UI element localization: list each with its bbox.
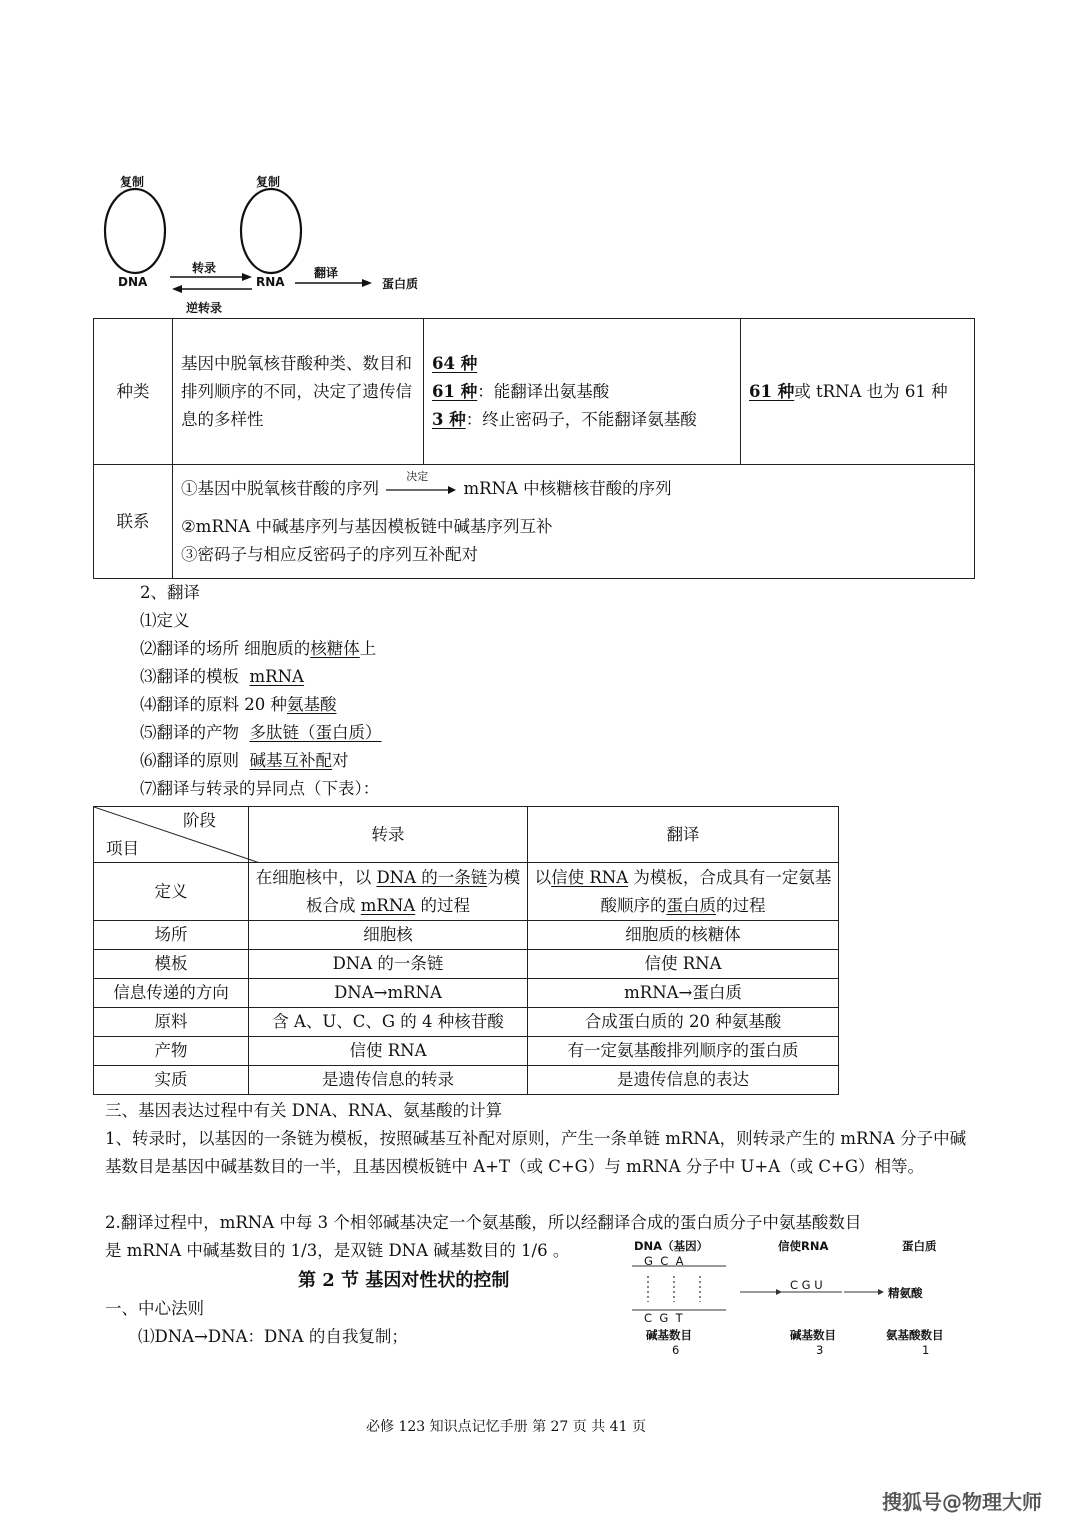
- replication-label-right: 复制: [256, 175, 281, 189]
- definition-line: ⑴定义: [140, 611, 190, 630]
- row-translation: mRNA→蛋白质: [528, 979, 839, 1008]
- transcription-label: 转录: [192, 261, 217, 275]
- principle-label: ⑹翻译的原则: [140, 751, 250, 770]
- def-tr-text: 在细胞核中，以: [255, 867, 377, 887]
- anticodon-61: 61 种: [749, 381, 795, 401]
- def-tr-text: 的过程: [415, 895, 470, 915]
- def-transcription: [249, 863, 528, 921]
- row-translation: 有一定氨基酸排列顺序的蛋白质: [528, 1037, 839, 1066]
- link-item-3: ③密码子与相应反密码子的序列互补配对: [181, 544, 478, 564]
- material-value: 氨基酸: [287, 695, 337, 714]
- product-label: ⑸翻译的产物: [140, 723, 250, 742]
- def-tr-text: 为模板合成: [306, 867, 521, 915]
- def-tr-underline: mRNA: [360, 895, 416, 915]
- comparison-table: [93, 806, 839, 1095]
- link-cell: [173, 465, 975, 579]
- material-label: ⑷翻译的原料 20 种: [140, 695, 287, 714]
- row-transcription: 是遗传信息的转录: [249, 1066, 528, 1095]
- header-transcription: 转录: [249, 807, 528, 863]
- central-dogma-heading: 一、中心法则: [105, 1299, 204, 1318]
- link-item-2: ②mRNA 中碱基序列与基因模板链中碱基序列互补: [181, 516, 553, 536]
- protein-label: 蛋白质: [382, 277, 419, 291]
- table-row: [94, 979, 839, 1008]
- row-item: 场所: [94, 921, 249, 950]
- row-transcription: DNA→mRNA: [249, 979, 528, 1008]
- template-line: [140, 663, 304, 691]
- dna-bottom-strand: C G T: [644, 1311, 683, 1325]
- header-stage: 阶段: [183, 811, 216, 830]
- row-translation: 信使 RNA: [528, 950, 839, 979]
- anticodon-text: 或 tRNA 也为 61 种: [794, 381, 948, 401]
- section-2-title: 第 2 节 基因对性状的控制: [298, 1270, 510, 1291]
- table-row: [94, 921, 839, 950]
- row-translation: 合成蛋白质的 20 种氨基酸: [528, 1008, 839, 1037]
- table-row: [94, 465, 975, 579]
- row-item: 原料: [94, 1008, 249, 1037]
- row-translation: 细胞质的核糖体: [528, 921, 839, 950]
- replication-label-left: 复制: [120, 175, 145, 189]
- def-tr-underline: DNA 的一条链: [376, 867, 488, 887]
- codon-61-text: ：能翻译出氨基酸: [477, 381, 610, 401]
- central-dogma-item-1: ⑴DNA→DNA：DNA 的自我复制；: [138, 1327, 408, 1346]
- template-value: mRNA: [249, 667, 304, 686]
- link-item-1b: mRNA 中核糖核苷酸的序列: [463, 478, 672, 498]
- gene-diversity-cell: 基因中脱氧核苷酸种类、数目和排列顺序的不同，决定了遗传信息的多样性: [173, 319, 424, 465]
- row-transcription: 信使 RNA: [249, 1037, 528, 1066]
- watermark: 搜狐号@物理大师: [882, 1490, 1042, 1514]
- header-translation: 翻译: [528, 807, 839, 863]
- site-value: 核糖体: [310, 639, 360, 658]
- site-line: [140, 635, 376, 663]
- table-row: [94, 1066, 839, 1095]
- mrna-sequence: C G U: [790, 1278, 823, 1292]
- codon-3: 3 种: [432, 409, 466, 429]
- def-translation: [528, 863, 839, 921]
- codon-total: 64 种: [432, 353, 478, 373]
- def-tl-text: 以: [534, 867, 552, 887]
- table-row: [94, 863, 839, 921]
- anticodon-cell: [741, 319, 975, 465]
- mrna-label: 信使RNA: [778, 1239, 829, 1253]
- def-tl-underline: 信使 RNA: [551, 867, 629, 887]
- def-tl-underline: 蛋白质: [666, 895, 716, 915]
- decide-arrow-label: 决定: [406, 470, 429, 483]
- link-item-1a: ①基因中脱氧核苷酸的序列: [181, 478, 379, 498]
- amino-acid-name: 精氨酸: [888, 1286, 923, 1300]
- row-item: 信息传递的方向: [94, 979, 249, 1008]
- def-tl-text: 为模板，合成具有一定氨基酸顺序的: [600, 867, 832, 915]
- base-count-diagram: [630, 1236, 975, 1366]
- row-label: 种类: [94, 319, 173, 465]
- product-line: [140, 719, 382, 747]
- rna-label: RNA: [256, 275, 285, 289]
- def-tl-text: 的过程: [716, 895, 766, 915]
- table-row: [94, 950, 839, 979]
- product-value: 多肽链（蛋白质）: [249, 723, 382, 742]
- protein-label-small: 蛋白质: [902, 1239, 937, 1253]
- table-header-row: [94, 807, 839, 863]
- codon-table: [93, 318, 975, 579]
- decide-arrow: [384, 470, 458, 499]
- principle-line: [140, 747, 349, 775]
- principle-value: 碱基互补配: [249, 751, 332, 770]
- row-item: 实质: [94, 1066, 249, 1095]
- calc-paragraph-2-line1: 2.翻译过程中，mRNA 中每 3 个相邻碱基决定一个氨基酸，所以经翻译合成的蛋白质分子中氨基酸数目: [105, 1213, 862, 1232]
- codon-61: 61 种: [432, 381, 478, 401]
- codon-cell: [424, 319, 741, 465]
- count-mrna: 3: [816, 1343, 824, 1357]
- codon-3-text: ：终止密码子，不能翻译氨基酸: [465, 409, 697, 429]
- row-label: 联系: [94, 465, 173, 579]
- row-item: 模板: [94, 950, 249, 979]
- row-transcription: DNA 的一条链: [249, 950, 528, 979]
- template-label: ⑶翻译的模板: [140, 667, 250, 686]
- row-item: 定义: [94, 863, 249, 921]
- reverse-transcription-label: 逆转录: [186, 301, 223, 315]
- table-row: [94, 1037, 839, 1066]
- table-row: [94, 319, 975, 465]
- dna-gene-label: DNA（基因）: [634, 1239, 709, 1253]
- section-heading: 2、翻译: [140, 583, 200, 602]
- page-footer: 必修 123 知识点记忆手册 第 27 页 共 41 页: [366, 1419, 646, 1435]
- material-line: [140, 691, 337, 719]
- translation-label: 翻译: [314, 266, 339, 280]
- row-transcription: 细胞核: [249, 921, 528, 950]
- diagonal-header: [94, 807, 249, 863]
- calc-paragraph-1: 1、转录时，以基因的一条链为模板，按照碱基互补配对原则，产生一条单链 mRNA，则转录产生的 mRNA 分子中碱基数目是基因中碱基数目的一半，且基因模板链中 A+T（或 C+G）与 mRNA 分子中 U+A（或 C+G）相等。: [105, 1129, 967, 1176]
- site-tail: 上: [359, 639, 377, 658]
- header-item: 项目: [106, 839, 139, 858]
- count-label-mrna: 碱基数目: [790, 1328, 836, 1342]
- principle-tail: 对: [332, 751, 349, 770]
- row-transcription: 含 A、U、C、G 的 4 种核苷酸: [249, 1008, 528, 1037]
- row-item: 产物: [94, 1037, 249, 1066]
- central-dogma-diagram: [90, 165, 450, 315]
- dna-label: DNA: [118, 275, 148, 289]
- site-label: ⑵翻译的场所 细胞质的: [140, 639, 311, 658]
- count-dna: 6: [672, 1343, 680, 1357]
- translation-section: [140, 579, 740, 805]
- count-label-dna: 碱基数目: [646, 1328, 692, 1342]
- count-protein: 1: [922, 1343, 930, 1357]
- dna-top-strand: G C A: [644, 1254, 684, 1268]
- count-label-protein: 氨基酸数目: [886, 1328, 944, 1342]
- calc-paragraph-2-line2: 是 mRNA 中碱基数目的 1/3，是双链 DNA 碱基数目的 1/6 。: [105, 1241, 570, 1260]
- compare-line: ⑺翻译与转录的异同点（下表）：: [140, 779, 380, 798]
- table-row: [94, 1008, 839, 1037]
- calc-heading: 三、基因表达过程中有关 DNA、RNA、氨基酸的计算: [105, 1101, 503, 1120]
- row-translation: 是遗传信息的表达: [528, 1066, 839, 1095]
